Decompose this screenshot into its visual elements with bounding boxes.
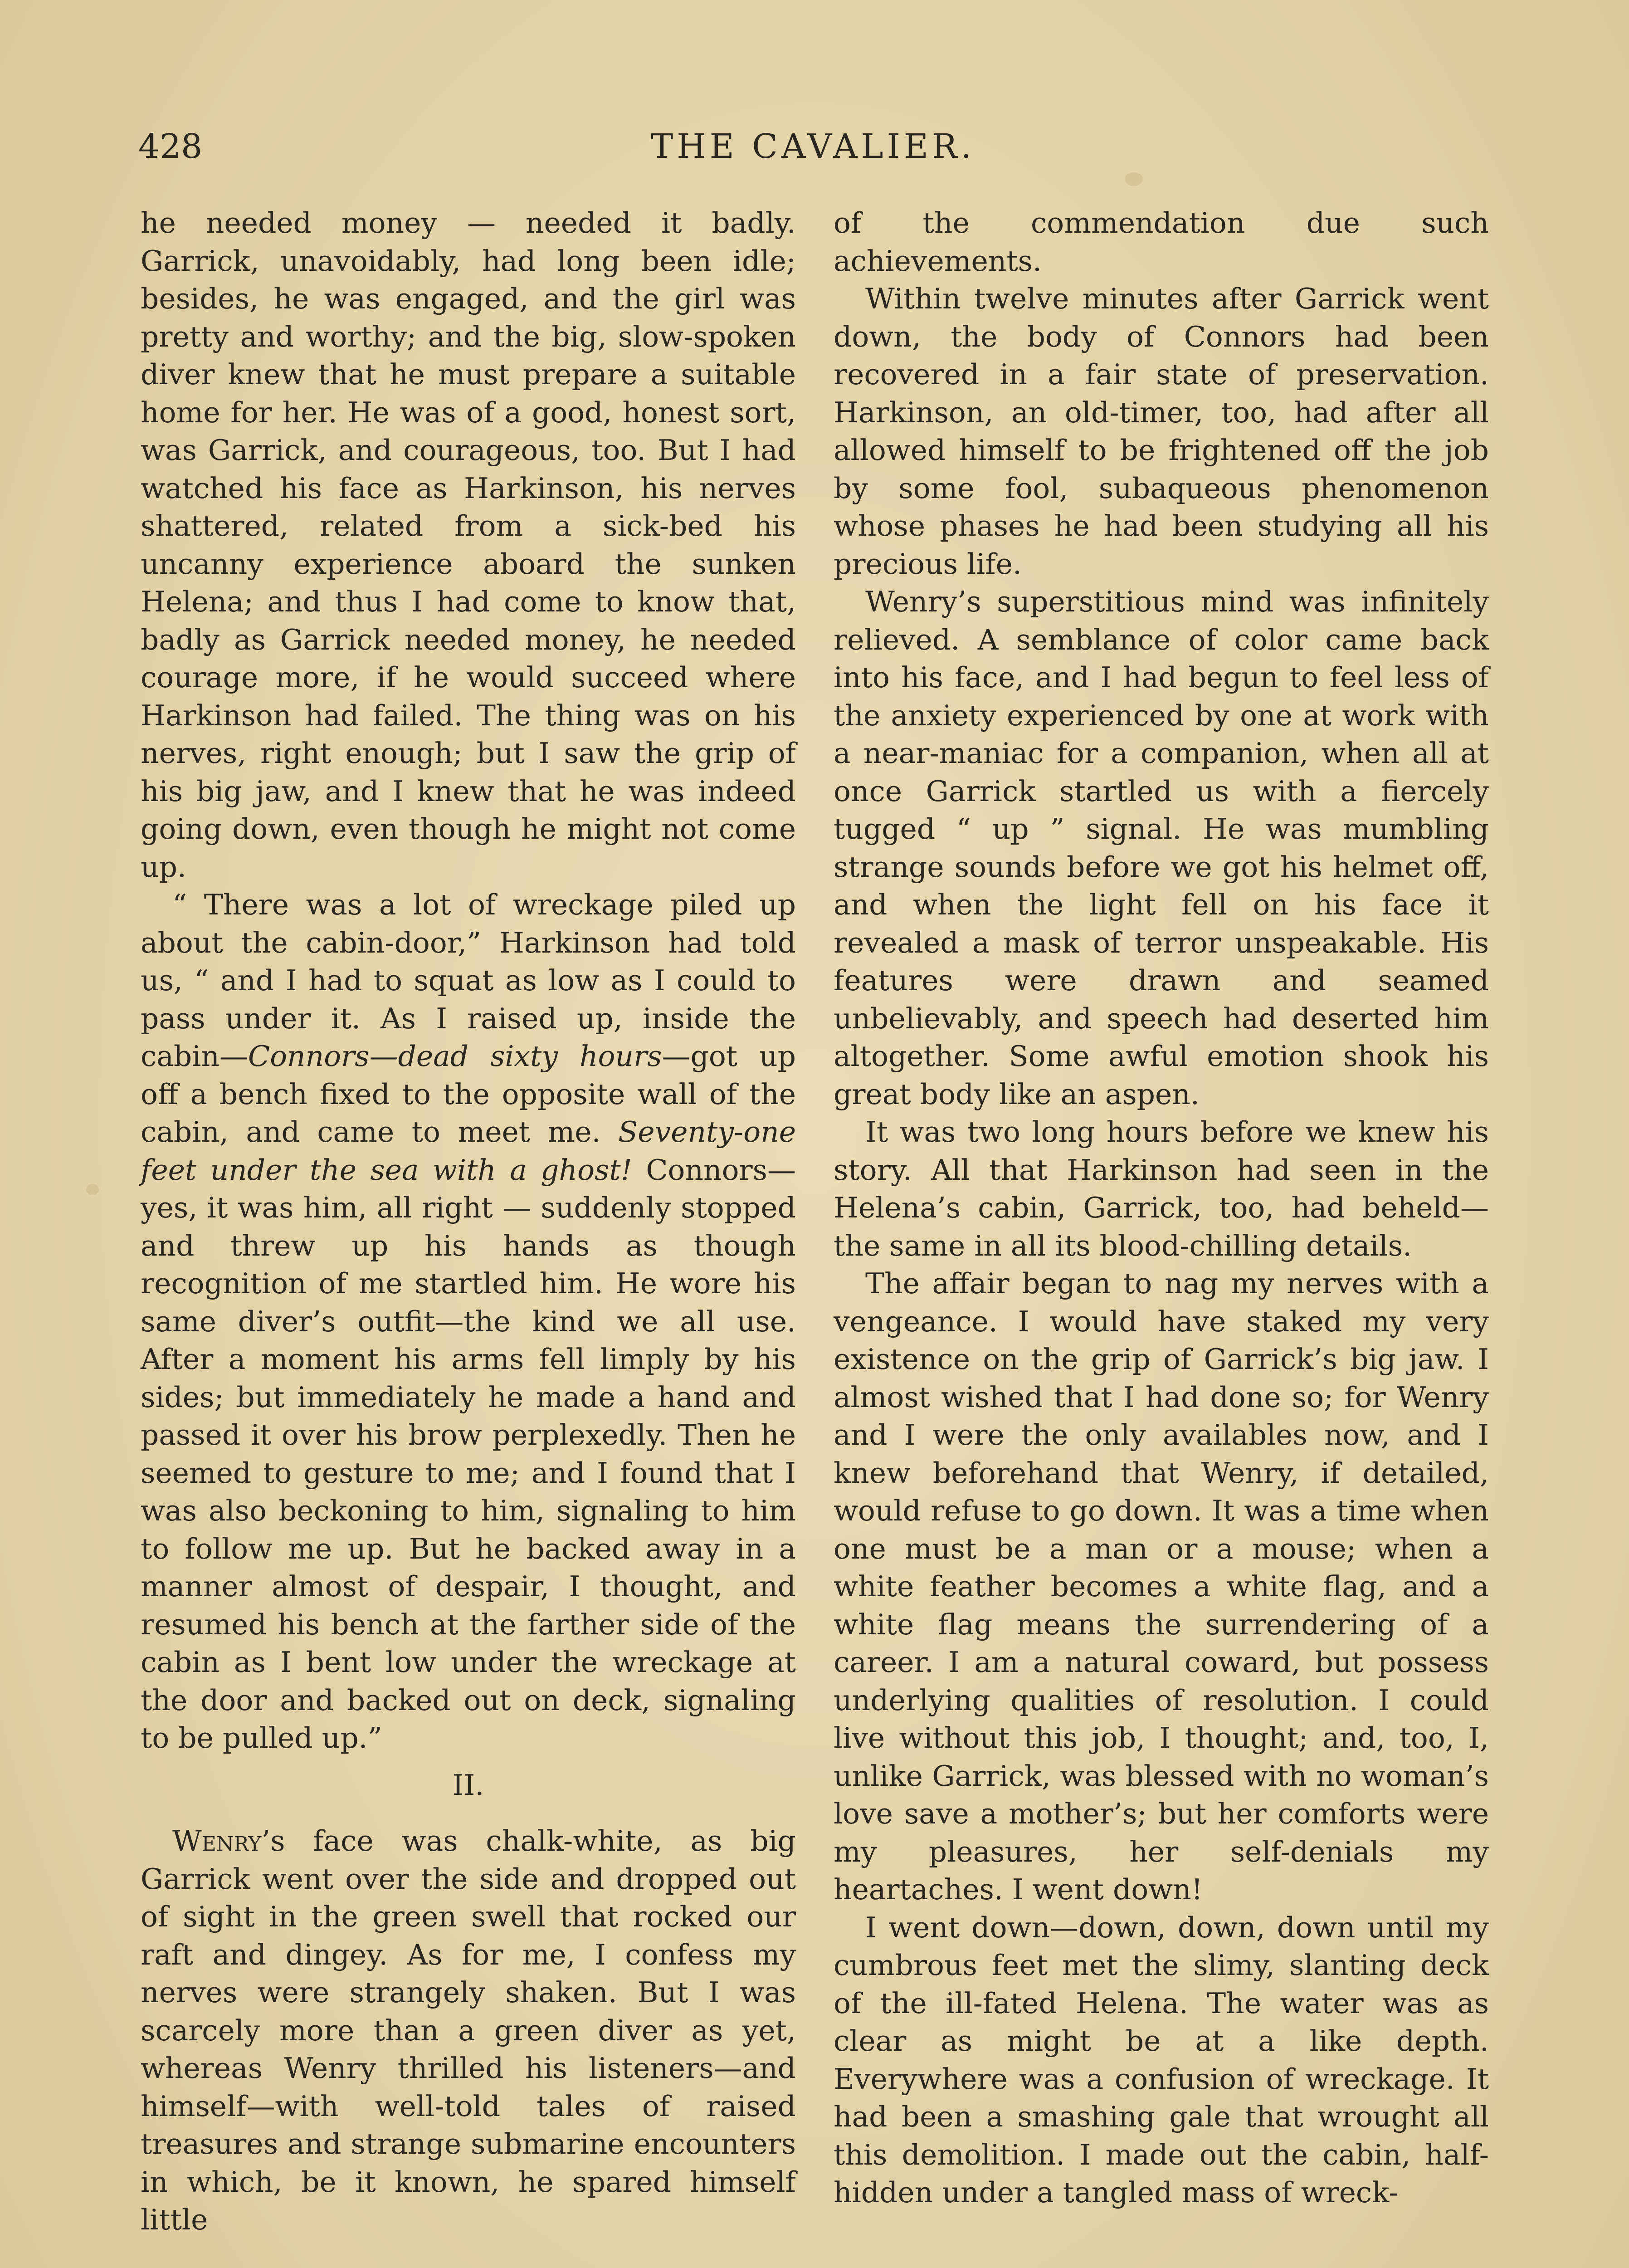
paragraph-text: “ There was a lot of wreckage piled up about the cabin-door,” Harkinson had told us, “ and I had to squat as low as I could to pass under it. As I raised up, inside the cabin— xyxy=(141,888,796,1073)
paragraph-text: ’s face was chalk-white, as big Garrick went over the side and dropped out of sight in the green swell that rocked our raft and dingey. As for me, I confess my nerves were strangely shaken. But I was scarcely more than a green diver as yet, whereas Wenry thrilled his listeners—and himself—with well-told tales of raised treasures and strange submarine encounters in which, be it known, he spared himself little xyxy=(141,1824,796,2236)
paragraph-text: —got up off a bench fixed to the opposite wall of the cabin, and came to meet me. xyxy=(141,1040,796,1149)
paragraph: Within twelve minutes after Garrick went down, the body of Connors had been recovered in a fair state of preservation. Harkinson, an old-timer, too, had after all allowed himself to be frightened off the job by some fool, subaqueous phenomenon whose phases he had been studying all his precious life. xyxy=(834,282,1489,581)
paragraph xyxy=(141,1822,796,2239)
paper-stain xyxy=(1125,172,1143,186)
page-header xyxy=(138,122,1488,171)
paragraph: he needed money — needed it badly. Garrick, unavoidably, had long been idle; besides, he was engaged, and the girl was pretty and worthy; and the big, slow-spoken diver knew that he must prepare a suitable home for her. He was of a good, honest sort, was Garrick, and courageous, too. But I had watched his face as Harkinson, his nerves shattered, related from a sick-bed his uncanny experience aboard the sunken Helena; and thus I had come to know that, badly as Garrick needed money, he needed courage more, if he would succeed where Harkinson had failed. The thing was on his nerves, right enough; but I saw the grip of his big jaw, and I knew that he was indeed going down, even though he might not come up. xyxy=(141,206,796,884)
paragraph: It was two long hours before we knew his story. All that Harkinson had seen in the Helena’s cabin, Garrick, too, had beheld—the same in all its blood-chilling details. xyxy=(834,1115,1489,1262)
left-column xyxy=(141,204,796,2239)
section-number: II. xyxy=(452,1768,484,1802)
italic-text: Seventy-one feet under the sea with a ghost! xyxy=(141,1115,796,1187)
right-column xyxy=(834,204,1489,2212)
small-caps-lead: Wenry xyxy=(172,1824,262,1857)
paper-stain xyxy=(86,1184,99,1195)
italic-text: Connors—dead sixty hours xyxy=(248,1040,662,1073)
paragraph: The affair began to nag my nerves with a vengeance. I would have staked my very existence on the grip of Garrick’s big jaw. I almost wished that I had done so; for Wenry and I were the only availables now, and I knew beforehand that Wenry, if detailed, would refuse to go down. It was a time when one must be a man or a mouse; when a white feather becomes a white flag, and a white flag means the surrendering of a career. I am a natural coward, but possess underlying qualities of resolution. I could live without this job, I thought; and, too, I, unlike Garrick, was blessed with no woman’s love save a mother’s; but her comforts were my pleasures, her self-denials my heartaches. I went down! xyxy=(834,1267,1489,1906)
running-title: THE CAVALIER. xyxy=(650,127,975,166)
paragraph: of the commendation due such achievements. xyxy=(834,206,1489,278)
page-number: 428 xyxy=(138,127,203,166)
paragraph: Wenry’s superstitious mind was infinitely relieved. A semblance of color came back into his face, and I had begun to feel less of the anxiety experienced by one at work with a near-maniac for a companion, when all at once Garrick startled us with a fiercely tugged “ up ” signal. He was mumbling strange sounds before we got his helmet off, and when the light fell on his face it revealed a mask of terror unspeakable. His features were drawn and seamed unbelievably, and speech had deserted him altogether. Some awful emotion shook his great body like an aspen. xyxy=(834,585,1489,1111)
paragraph: I went down—down, down, down until my cumbrous feet met the slimy, slanting deck of the ill-fated Helena. The water was as clear as might be at a like depth. Everywhere was a confusion of wreckage. It had been a smashing gale that wrought all this demolition. I made out the cabin, half-hidden under a tangled mass of wreck- xyxy=(834,1911,1489,2209)
paragraph xyxy=(141,886,796,1757)
paragraph-text: Connors—yes, it was him, all right — suddenly stopped and threw up his hands as though recognition of me startled him. He wore his same diver’s outfit—the kind we all use. After a moment his arms fell limply by his sides; but immediately he made a hand and passed it over his brow perplexedly. Then he seemed to gesture to me; and I found that I was also beckoning to him, signaling to him to follow me up. But he backed away in a manner almost of despair, I thought, and resumed his bench at the farther side of the cabin as I bent low under the wreckage at the door and backed out on deck, signaling to be pulled up.” xyxy=(141,1153,796,1755)
